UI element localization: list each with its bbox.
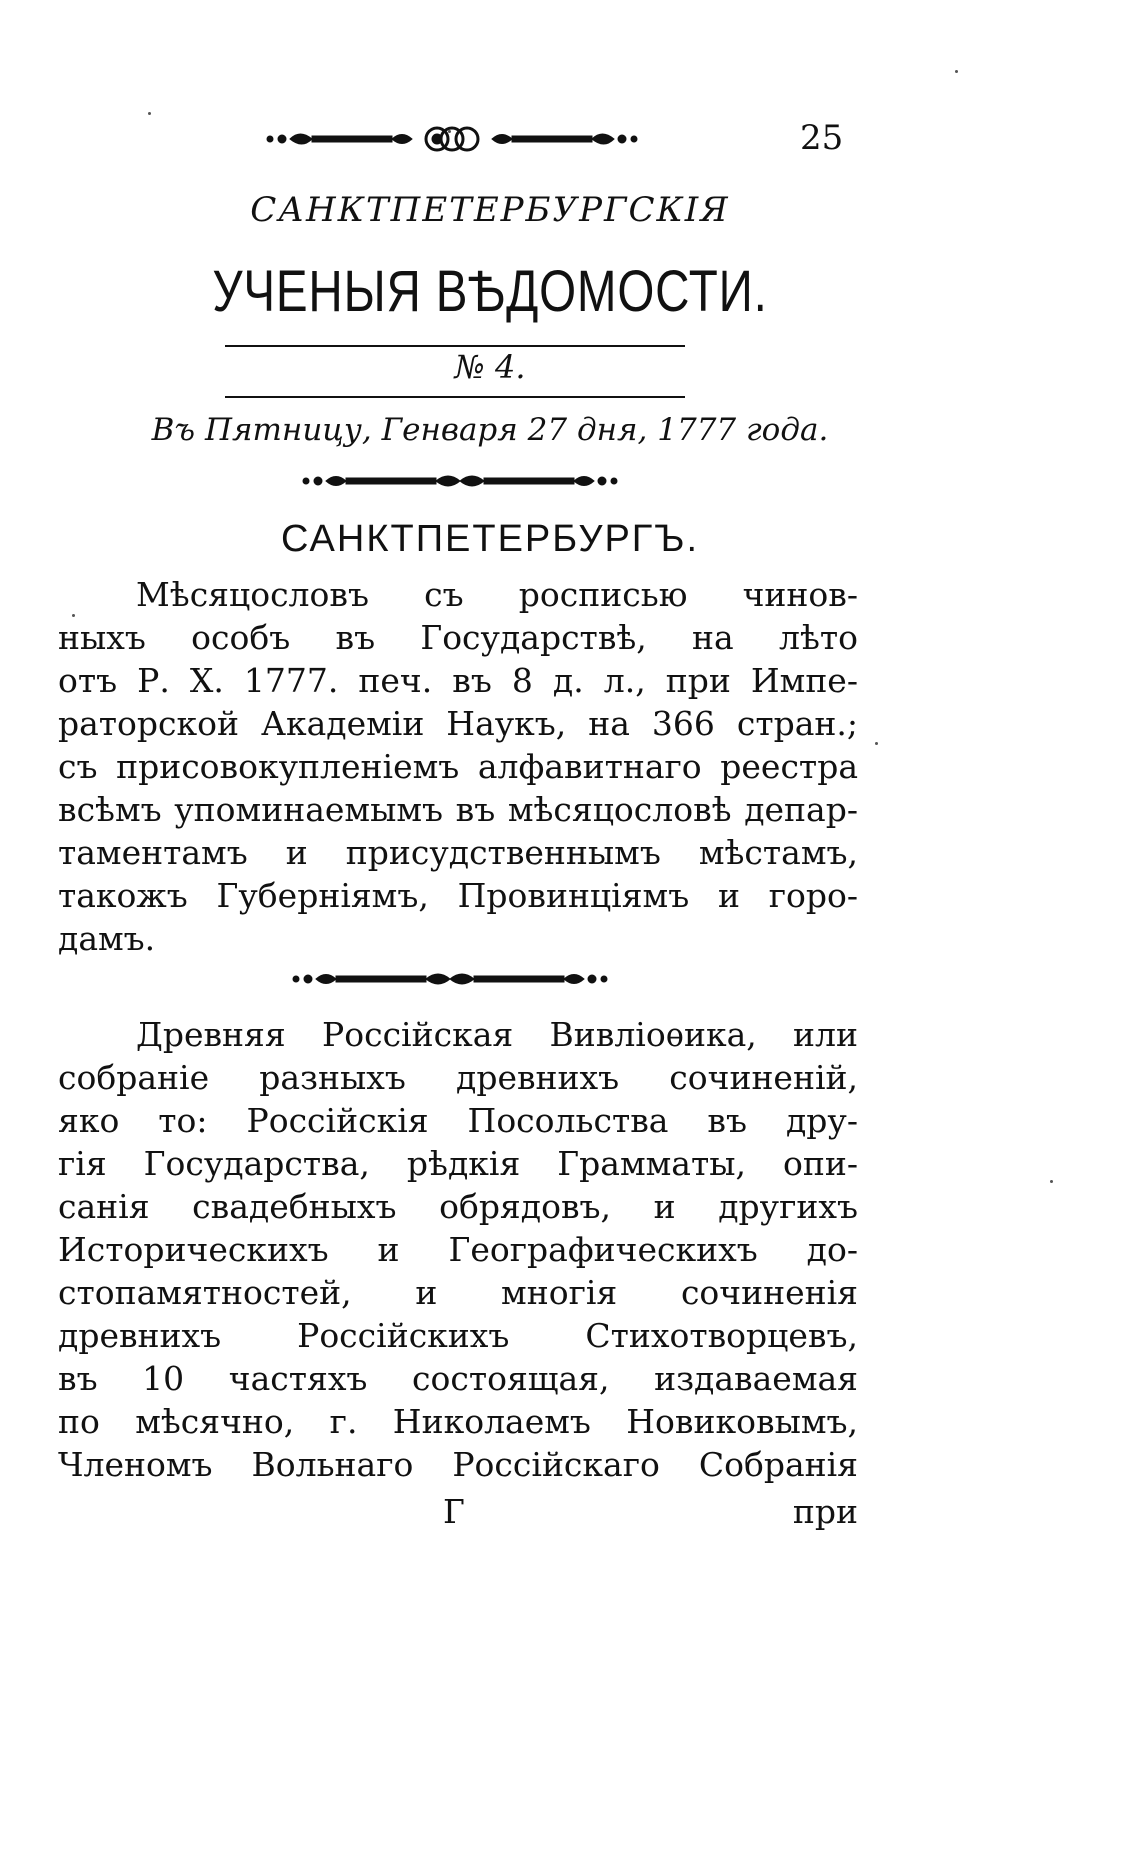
header-ornament xyxy=(262,124,642,154)
text-line: дамъ. xyxy=(58,919,156,958)
issue-date: Въ Пятницу, Генваря 27 дня, 1777 года. xyxy=(151,412,829,448)
text-line: по мѣсячно, г. Николаемъ Новиковымъ, xyxy=(58,1402,858,1441)
rule-top xyxy=(225,345,685,347)
text-line: такожъ Губерніямъ, Провинціямъ и горо- xyxy=(58,876,858,915)
text-line: яко то: Россійскія Посольства въ дру- xyxy=(58,1101,858,1140)
text-line: ныхъ особъ въ Государствѣ, на лѣто xyxy=(58,618,858,657)
divider-ornament xyxy=(290,966,610,992)
text-line: гія Государства, рѣдкія Грамматы, опи- xyxy=(58,1144,858,1183)
text-line: древнихъ Россійскихъ Стихотворцевъ, xyxy=(58,1316,858,1355)
text-line: Историческихъ и Географическихъ до- xyxy=(58,1230,858,1269)
text-line: стопамятностей, и многія сочиненія xyxy=(58,1273,858,1312)
text-line: санія свадебныхъ обрядовъ, и другихъ xyxy=(58,1187,858,1226)
signature-mark: Г xyxy=(443,1492,465,1531)
text-line: въ 10 частяхъ состоящая, издаваемая xyxy=(58,1359,858,1398)
issue-number: № 4. xyxy=(454,348,526,386)
text-line: Древняя Россійская Вивліоѳика, или xyxy=(136,1015,858,1054)
scan-speck xyxy=(448,130,451,133)
text-line: всѣмъ упоминаемымъ въ мѣсяцословѣ депар- xyxy=(58,790,858,829)
text-line: съ присовокупленіемъ алфавитнаго реестра xyxy=(58,747,858,786)
page-number: 25 xyxy=(800,118,844,158)
scan-speck xyxy=(1050,1180,1053,1183)
text-line: таментамъ и присудственнымъ мѣстамъ, xyxy=(58,833,858,872)
text-line: Членомъ Вольнаго Россійскаго Собранія xyxy=(58,1445,858,1484)
scan-speck xyxy=(148,112,151,115)
text-line: Мѣсяцословъ съ росписью чинов- xyxy=(136,575,858,614)
section-heading: САНКТПЕТЕРБУРГЪ. xyxy=(280,518,700,560)
text-line: раторской Академіи Наукъ, на 366 стран.; xyxy=(58,704,858,743)
scan-speck xyxy=(875,742,878,745)
rule-bottom xyxy=(225,396,685,398)
divider-ornament xyxy=(300,468,620,494)
text-line: собраніе разныхъ древнихъ сочиненій, xyxy=(58,1058,858,1097)
text-line: отъ Р. Х. 1777. печ. въ 8 д. л., при Импе- xyxy=(58,661,858,700)
gazette-title: САНКТПЕТЕРБУРГСКІЯ xyxy=(250,190,730,230)
scan-speck xyxy=(72,614,75,617)
scan-speck xyxy=(955,70,958,73)
gazette-subtitle: УЧЕНЫЯ ВѢДОМОСТИ. xyxy=(212,259,768,324)
notice-vivliofika xyxy=(58,1013,858,1486)
notice-mesyatseslov xyxy=(58,573,858,960)
catchword: при xyxy=(792,1492,858,1531)
